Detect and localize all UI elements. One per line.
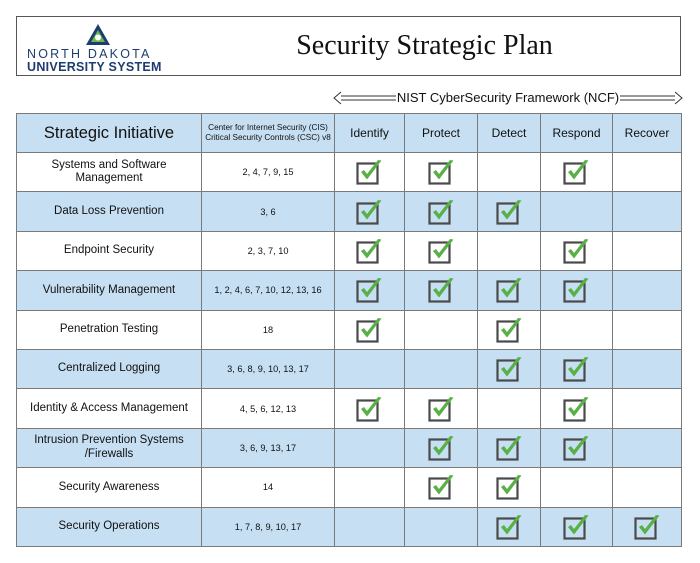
recover-cell	[613, 468, 682, 507]
protect-cell	[405, 507, 478, 546]
initiative-cell: Penetration Testing	[17, 310, 202, 349]
recover-cell	[613, 231, 682, 270]
initiative-cell: Security Operations	[17, 507, 202, 546]
column-header-respond: Respond	[541, 114, 613, 153]
table-row	[17, 468, 682, 507]
cis-controls-cell: 1, 2, 4, 6, 7, 10, 12, 13, 16	[202, 271, 335, 310]
checkmark-icon	[634, 514, 661, 540]
checkmark-icon	[428, 199, 455, 225]
table-row	[17, 192, 682, 231]
initiative-cell: Data Loss Prevention	[17, 192, 202, 231]
checkmark-icon	[356, 317, 383, 343]
recover-cell	[613, 153, 682, 192]
checkmark-icon	[428, 238, 455, 264]
respond-cell	[541, 468, 613, 507]
protect-cell	[405, 231, 478, 270]
cis-controls-cell: 18	[202, 310, 335, 349]
detect-cell	[478, 428, 541, 467]
protect-cell	[405, 389, 478, 428]
checkmark-icon	[428, 277, 455, 303]
checkmark-icon	[563, 159, 590, 185]
detect-cell	[478, 349, 541, 388]
recover-cell	[613, 310, 682, 349]
detect-cell	[478, 231, 541, 270]
table-row	[17, 231, 682, 270]
checkmark-icon	[563, 356, 590, 382]
cis-controls-cell: 14	[202, 468, 335, 507]
respond-cell	[541, 231, 613, 270]
identify-cell	[335, 310, 405, 349]
column-header-identify: Identify	[335, 114, 405, 153]
initiative-cell: Security Awareness	[17, 468, 202, 507]
table-row	[17, 428, 682, 467]
table-row	[17, 310, 682, 349]
nist-framework-span	[333, 89, 683, 107]
recover-cell	[613, 389, 682, 428]
framework-label: NIST CyberSecurity Framework (NCF)	[396, 90, 620, 105]
table-body	[17, 153, 682, 547]
checkmark-icon	[428, 396, 455, 422]
detect-cell	[478, 271, 541, 310]
respond-cell	[541, 310, 613, 349]
checkmark-icon	[356, 277, 383, 303]
cis-controls-cell: 3, 6, 8, 9, 10, 13, 17	[202, 349, 335, 388]
checkmark-icon	[563, 435, 590, 461]
protect-cell	[405, 153, 478, 192]
checkmark-icon	[563, 396, 590, 422]
checkmark-icon	[428, 159, 455, 185]
recover-cell	[613, 271, 682, 310]
column-header-recover: Recover	[613, 114, 682, 153]
respond-cell	[541, 507, 613, 546]
table-row	[17, 349, 682, 388]
checkmark-icon	[563, 514, 590, 540]
respond-cell	[541, 153, 613, 192]
protect-cell	[405, 192, 478, 231]
cis-controls-cell: 4, 5, 6, 12, 13	[202, 389, 335, 428]
identify-cell	[335, 349, 405, 388]
respond-cell	[541, 428, 613, 467]
initiative-cell: Intrusion Prevention Systems /Firewalls	[17, 428, 202, 467]
checkmark-icon	[496, 356, 523, 382]
table-header-row	[17, 114, 682, 153]
recover-cell	[613, 349, 682, 388]
identify-cell	[335, 231, 405, 270]
checkmark-icon	[496, 435, 523, 461]
detect-cell	[478, 192, 541, 231]
column-header-detect: Detect	[478, 114, 541, 153]
checkmark-icon	[496, 317, 523, 343]
column-header-initiative: Strategic Initiative	[17, 114, 202, 153]
checkmark-icon	[496, 199, 523, 225]
checkmark-icon	[356, 159, 383, 185]
checkmark-icon	[563, 238, 590, 264]
ndus-logo	[27, 23, 177, 73]
protect-cell	[405, 428, 478, 467]
detect-cell	[478, 507, 541, 546]
checkmark-icon	[428, 474, 455, 500]
table-row	[17, 507, 682, 546]
identify-cell	[335, 428, 405, 467]
checkmark-icon	[563, 277, 590, 303]
identify-cell	[335, 153, 405, 192]
checkmark-icon	[356, 199, 383, 225]
identify-cell	[335, 192, 405, 231]
recover-cell	[613, 428, 682, 467]
detect-cell	[478, 389, 541, 428]
respond-cell	[541, 389, 613, 428]
initiative-cell: Centralized Logging	[17, 349, 202, 388]
table-row	[17, 271, 682, 310]
logo-text-north-dakota: NORTH DAKOTA	[27, 47, 152, 61]
checkmark-icon	[356, 396, 383, 422]
checkmark-icon	[428, 435, 455, 461]
logo-text-university-system: UNIVERSITY SYSTEM	[27, 60, 162, 74]
table-row	[17, 389, 682, 428]
detect-cell	[478, 153, 541, 192]
header-box	[16, 16, 681, 76]
initiative-cell: Vulnerability Management	[17, 271, 202, 310]
column-header-protect: Protect	[405, 114, 478, 153]
identify-cell	[335, 507, 405, 546]
checkmark-icon	[356, 238, 383, 264]
strategy-table	[16, 113, 682, 547]
respond-cell	[541, 271, 613, 310]
identify-cell	[335, 468, 405, 507]
protect-cell	[405, 271, 478, 310]
identify-cell	[335, 389, 405, 428]
detect-cell	[478, 310, 541, 349]
checkmark-icon	[496, 277, 523, 303]
respond-cell	[541, 349, 613, 388]
column-header-cis: Center for Internet Security (CIS) Critical Security Controls (CSC) v8	[202, 114, 335, 153]
ndus-logo-mark-icon	[85, 23, 111, 47]
detect-cell	[478, 468, 541, 507]
recover-cell	[613, 192, 682, 231]
initiative-cell: Systems and Software Management	[17, 153, 202, 192]
protect-cell	[405, 310, 478, 349]
respond-cell	[541, 192, 613, 231]
initiative-cell: Endpoint Security	[17, 231, 202, 270]
initiative-cell: Identity & Access Management	[17, 389, 202, 428]
recover-cell	[613, 507, 682, 546]
cis-controls-cell: 3, 6, 9, 13, 17	[202, 428, 335, 467]
protect-cell	[405, 468, 478, 507]
checkmark-icon	[496, 514, 523, 540]
identify-cell	[335, 271, 405, 310]
cis-controls-cell: 3, 6	[202, 192, 335, 231]
cis-controls-cell: 1, 7, 8, 9, 10, 17	[202, 507, 335, 546]
cis-controls-cell: 2, 4, 7, 9, 15	[202, 153, 335, 192]
protect-cell	[405, 349, 478, 388]
checkmark-icon	[496, 474, 523, 500]
cis-controls-cell: 2, 3, 7, 10	[202, 231, 335, 270]
page-title: Security Strategic Plan	[296, 30, 553, 61]
table-row	[17, 153, 682, 192]
